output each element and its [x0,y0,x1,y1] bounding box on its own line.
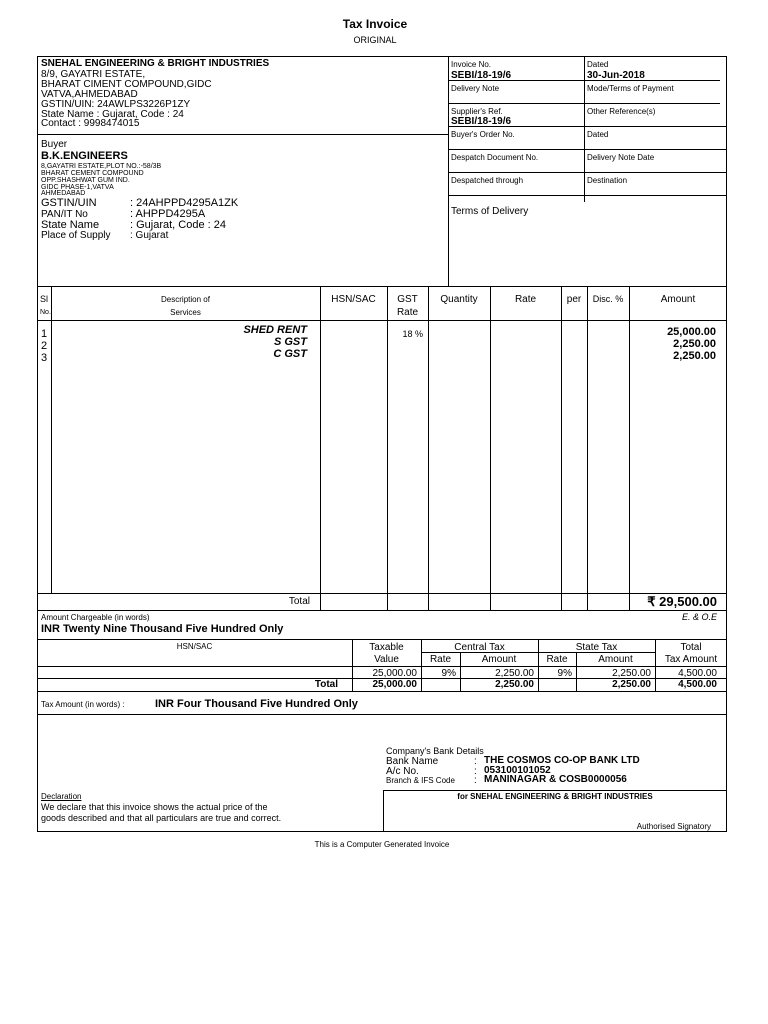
authorised-signatory: Authorised Signatory [636,822,711,831]
buyer-address-line: AHMEDABAD [41,190,86,197]
row-sl: 3 [41,352,48,364]
copy-label: ORIGINAL [353,35,397,45]
buyer-state-value: : Gujarat, Code : 24 [130,219,226,231]
buyer-address-line: BHARAT CEMENT COMPOUND [41,170,144,177]
row-description: SHED RENT [243,324,307,336]
tax-total-amount: 4,500.00 [678,679,717,690]
bank-name: THE COSMOS CO-OP BANK LTD [484,755,640,766]
buyer-pan-value: : AHPPD4295A [130,208,206,220]
tax-words-label: Tax Amount (in words) : [41,700,125,709]
invoice-no: SEBI/18-19/6 [451,70,512,81]
account-no: 053100101052 [484,765,551,776]
destination-label: Destination [587,176,628,185]
mode-terms-label: Mode/Terms of Payment [587,84,674,93]
tax-col-taxable: Value [374,654,399,665]
eoe-label: E. & O.E [681,612,717,622]
tax-total-taxable: 25,000.00 [372,679,417,690]
col-header-sl: Sl [40,294,49,304]
buyer-gstin-value: : 24AHPPD4295A1ZK [130,197,239,209]
buyer-address-line: OPP.SHASHWAT GUM IND. [41,177,130,184]
dated-label: Dated [587,60,609,69]
account-no-label: A/c No. [386,766,419,777]
col-header-disc: Disc. % [592,294,624,304]
items-total-amount: ₹ 29,500.00 [647,594,717,609]
seller-contact: Contact : 9998474015 [41,118,140,129]
col-header-rate: Rate [514,294,537,305]
buyers-order-label: Buyer's Order No. [451,130,515,139]
row-sl: 2 [41,340,48,352]
tax-in-words: INR Four Thousand Five Hundred Only [155,698,358,710]
tax-total-label: Total [314,679,338,690]
invoice-date: 30-Jun-2018 [587,70,645,81]
tax-total-state-amount: 2,250.00 [612,679,651,690]
seller-gstin: GSTIN/UIN: 24AWLPS3226P1ZY [41,99,191,110]
tax-row-total: 4,500.00 [678,668,717,679]
bank-sep: : [474,766,477,777]
tax-col-state-rate: Rate [546,654,568,665]
suppliers-ref-label: Supplier's Ref. [451,107,503,116]
tax-col-central: Central Tax [454,642,505,653]
delivery-note-label: Delivery Note [451,84,500,93]
col-header-description: Services [170,308,201,317]
bank-title: Company's Bank Details [386,746,484,756]
declaration-label: Declaration [41,792,82,801]
amount-words-label: Amount Chargeable (in words) [41,613,150,622]
tax-col-total: Tax Amount [664,654,718,665]
row-sl: 1 [41,328,48,340]
declaration-text: We declare that this invoice shows the actual price of the [41,802,268,812]
signatory-for: for SNEHAL ENGINEERING & BRIGHT INDUSTRIES [457,792,653,801]
invoice-no-label: Invoice No. [451,60,492,69]
row-amount: 2,250.00 [673,350,716,362]
buyer-pan-label: PAN/IT No [41,209,88,220]
other-ref-label: Other Reference(s) [587,107,656,116]
seller-address-line: 8/9, GAYATRI ESTATE, [41,69,146,80]
tax-col-central-rate: Rate [429,654,452,665]
despatch-doc-label: Despatch Document No. [451,153,539,162]
declaration-text: goods described and that all particulars are true and correct. [41,813,282,823]
order-dated-label: Dated [587,130,609,139]
tax-row-state-rate: 9% [557,668,572,679]
seller-name: SNEHAL ENGINEERING & BRIGHT INDUSTRIES [41,58,270,69]
seller-state: State Name : Gujarat, Code : 24 [41,109,184,120]
tax-total-central-amount: 2,250.00 [495,679,534,690]
tax-col-hsn: HSN/SAC [176,642,213,651]
col-header-hsn: HSN/SAC [331,294,376,305]
tax-col-total: Total [680,642,702,653]
items-total-label: Total [288,596,310,607]
tax-row-central-rate: 9% [441,668,456,679]
col-header-gst: Rate [396,307,419,318]
buyer-gstin-label: GSTIN/UIN [41,197,97,209]
buyer-address-line: 8,GAYATRI ESTATE,PLOT NO.:-58/3B [41,163,162,170]
suppliers-ref: SEBI/18-19/6 [451,116,512,127]
tax-row-taxable: 25,000.00 [372,668,417,679]
amount-in-words: INR Twenty Nine Thousand Five Hundred Only [41,623,284,635]
computer-generated-note: This is a Computer Generated Invoice [314,840,450,849]
delivery-note-date-label: Delivery Note Date [587,153,655,162]
col-header-gst: GST [397,294,418,305]
tax-col-state: State Tax [575,642,618,653]
buyer-supply-label: Place of Supply [41,230,111,241]
buyer-address-line: GIDC PHASE-1,VATVA [41,184,114,191]
row-amount: 25,000.00 [667,326,716,338]
row-amount: 2,250.00 [673,338,716,350]
col-header-sl: No. [40,309,51,316]
tax-col-central-amount: Amount [481,654,517,665]
col-header-quantity: Quantity [440,294,478,305]
col-header-amount: Amount [660,294,696,305]
tax-col-taxable: Taxable [369,642,404,653]
bank-name-label: Bank Name [386,756,439,767]
tax-col-state-amount: Amount [598,654,633,665]
bank-sep: : [474,775,477,786]
buyer-state-label: State Name [41,219,100,231]
branch-ifs: MANINAGAR & COSB0000056 [484,774,627,785]
branch-ifs-label: Branch & IFS Code [386,776,455,785]
invoice-title: Tax Invoice [342,17,408,31]
despatched-through-label: Despatched through [451,176,524,185]
row-description: S GST [273,336,307,348]
buyer-name: B.K.ENGINEERS [41,150,128,162]
tax-row-state-amount: 2,250.00 [612,668,651,679]
col-header-per: per [566,294,582,305]
row-gst-rate: 18 % [402,329,423,339]
buyer-label: Buyer [41,139,68,150]
seller-address-line: BHARAT CIMENT COMPOUND,GIDC [41,79,212,90]
col-header-description: Description of [161,295,210,304]
buyer-supply-value: : Gujarat [130,230,169,241]
terms-of-delivery-label: Terms of Delivery [451,206,529,217]
seller-address-line: VATVA,AHMEDABAD [41,89,138,100]
row-description: C GST [273,348,307,360]
bank-sep: : [474,756,477,767]
tax-row-central-amount: 2,250.00 [495,668,534,679]
